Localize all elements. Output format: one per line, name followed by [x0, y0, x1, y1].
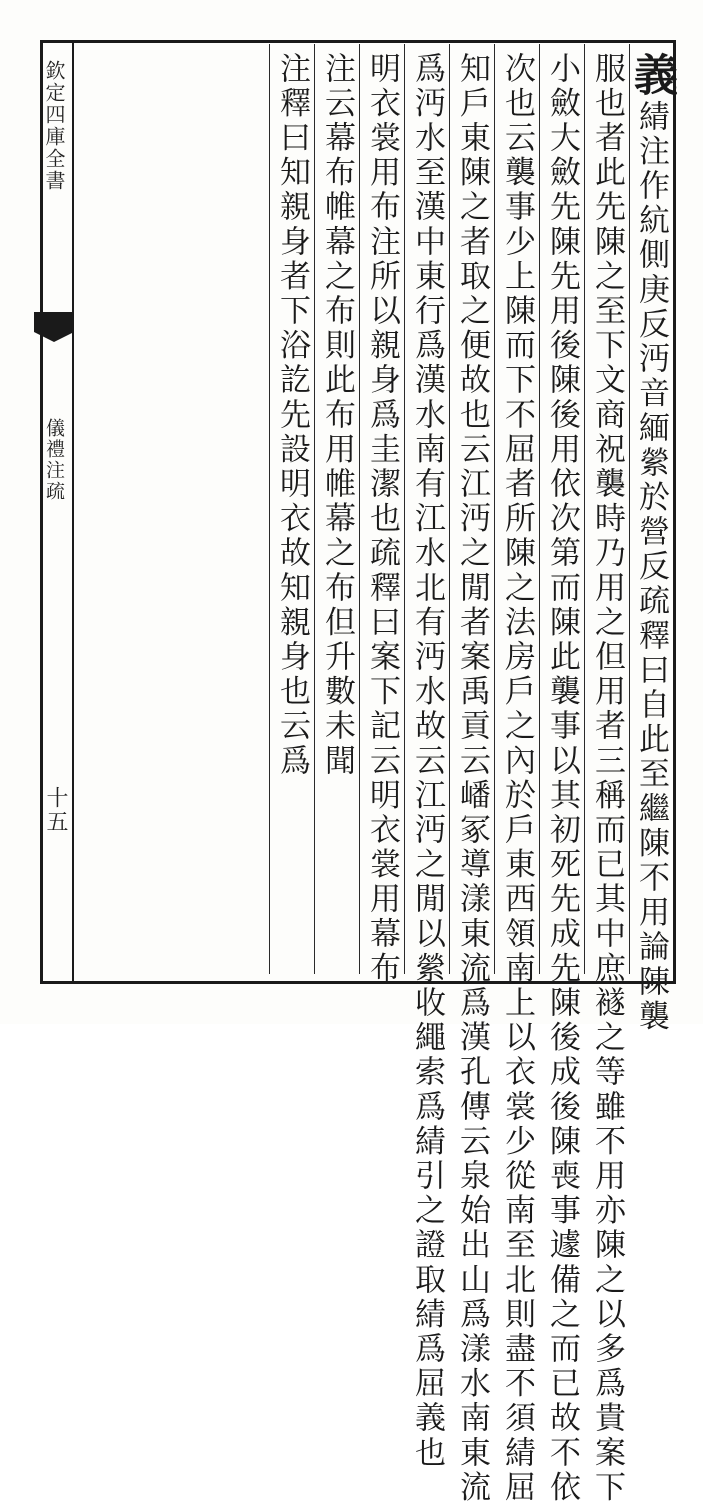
text-column [314, 44, 359, 974]
column-text: 爲沔水至漢中東行爲漢水南有江水北有沔水故云江沔之閒以縈收繩索爲綪引之證取綪爲屈義也 [409, 52, 445, 1471]
column-text: 注釋曰知親身者下浴訖先設明衣故知親身也云爲 [274, 52, 310, 779]
fishtail-mark-icon [34, 312, 74, 332]
column-text: 服也者此先陳之至下文商祝襲時乃用之但用者三稱而已其中庶襚之等雖不用亦陳之以多爲貴案下 [589, 52, 625, 1505]
text-column [449, 44, 494, 1505]
text-column [626, 44, 677, 1035]
column-text: 注云幕布帷幕之布則此布用帷幕之布但升數未聞 [319, 52, 355, 779]
column-text: 知戶東陳之者取之便故也云江沔之閒者案禹貢云嶓冢導漾東流爲漢孔傳云泉始出山爲漾水南東流 [454, 52, 490, 1505]
column-text: 次也云襲事少上陳而下不屈者所陳之法房戶之內於戶東西領南上以衣裳少從南至北則盡不須綪屈 [499, 52, 535, 1505]
margin-collection-title: 欽定四庫全書 [42, 60, 66, 192]
text-column [359, 44, 404, 987]
text-column [269, 44, 314, 974]
margin-book-title: 儀禮注疏 [43, 418, 65, 502]
column-text: 小斂大斂先陳先用後陳後用依次第而陳此襲事以其初死先成先陳後成後陳喪事遽備之而已故不依 [544, 52, 580, 1505]
text-column [404, 44, 449, 1471]
column-text: 綪注作䋁側庚反沔音緬縈於營反疏釋曰自此至繼陳不用論陳襲 [633, 100, 669, 1035]
text-column [539, 44, 584, 1505]
text-columns [78, 44, 677, 1505]
text-column [584, 44, 629, 1505]
text-column [494, 44, 539, 1505]
section-marker: 義 [626, 52, 677, 100]
column-text: 明衣裳用布注所以親身爲圭潔也疏釋曰案下記云明衣裳用幕布 [364, 52, 400, 987]
page-number: 十五 [43, 786, 68, 834]
